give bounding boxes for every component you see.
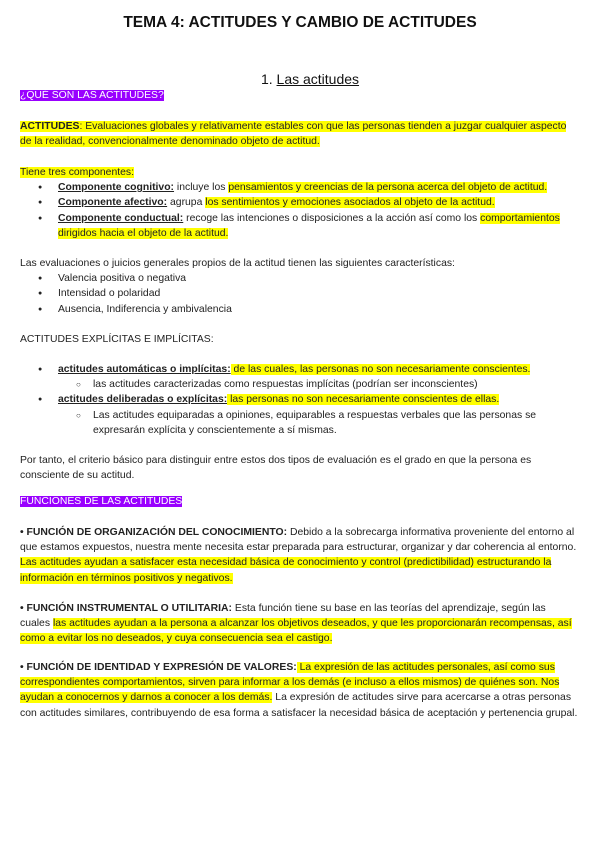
funcion-title: • FUNCIÓN DE ORGANIZACIÓN DEL CONOCIMIENTO: [20, 527, 288, 538]
funcion-title: • FUNCIÓN DE IDENTIDAD Y EXPRESIÓN DE VALORES: [20, 662, 297, 673]
funcion-instrumental [20, 601, 578, 647]
auto-sublist [20, 377, 578, 392]
funciones-heading: FUNCIONES DE LAS ACTITUDES [20, 496, 183, 507]
componentes-intro: Tiene tres componentes: [20, 167, 134, 178]
funcion-identidad [20, 660, 578, 721]
section-title: Las actitudes [276, 71, 360, 87]
funcion-text: La expresión de actitudes sirve para acercarse a otras personas con actitudes similares, contribuyendo de esa forma a satisfacer la necesidad básica de aceptación y pertenencia grupal. [20, 692, 578, 719]
list-item: ● Ausencia, Indiferencia y ambivalencia [20, 302, 578, 317]
component-term: Componente conductual: [58, 212, 184, 224]
funciones-heading-block [20, 494, 578, 509]
list-item: ● Valencia positiva o negativa [20, 271, 578, 286]
component-highlight: pensamientos y creencias de la persona acerca del objeto de actitud. [228, 182, 548, 194]
list-item: ○ las actitudes caracterizadas como respuestas implícitas (podrían ser inconscientes) [20, 377, 578, 392]
funcion-organizacion [20, 525, 578, 586]
que-son-heading: ¿QUÉ SON LAS ACTITUDES? [20, 90, 164, 101]
component-term: Componente cognitivo: [58, 182, 175, 194]
definition-text [20, 121, 566, 147]
component-text: agrupa [167, 197, 206, 209]
explicitas-list [20, 362, 578, 377]
explicitas-heading: ACTITUDES EXPLÍCITAS E IMPLÍCITAS: [20, 334, 214, 345]
list-item [20, 211, 578, 241]
caracteristicas-list [20, 271, 578, 317]
explicitas-block [20, 362, 578, 438]
caracteristicas-block [20, 256, 578, 317]
delib-sublist [20, 408, 578, 438]
componentes-list [20, 180, 578, 241]
funcion-title: • FUNCIÓN INSTRUMENTAL O UTILITARIA: [20, 603, 233, 614]
funcion-text: Debido a la sobrecarga informativa proveniente del entorno al que estamos expuestos, nuestra mente necesita estar preparada para estructurar, organizar y dar coherencia al entorno. [20, 527, 577, 554]
definition-paragraph [20, 119, 578, 149]
section-heading [0, 70, 600, 88]
list-item: ● Intensidad o polaridad [20, 286, 578, 301]
component-highlight: comportamientos dirigidos hacia el objeto de la actitud. [58, 212, 560, 239]
funcion-highlight: las actitudes ayudan a la persona a alcanzar los objetivos deseados, y que les proporcionarán recompensas, así como a evitar los no deseados, y cuya consecuencia sea el castigo. [20, 618, 572, 645]
auto-term: actitudes automáticas o implícitas: [58, 364, 231, 375]
list-item: ○ Las actitudes equiparadas a opiniones, equiparables a respuestas verbales que las personas se expresarán explícita y conscientemente a sí mismas. [20, 408, 578, 438]
componentes-block [20, 165, 578, 241]
component-highlight: los sentimientos y emociones asociados al objeto de la actitud. [205, 197, 495, 209]
component-text: recoge las intenciones o disposiciones a la acción así como los [183, 212, 481, 224]
definition-body: : Evaluaciones globales y relativamente estables con que las personas tienden a juzgar cualquier aspecto de la realidad, convencionalmente denominado objeto de actitud. [20, 121, 567, 148]
list-item [20, 180, 578, 195]
list-item [20, 195, 578, 210]
page-title: TEMA 4: ACTITUDES Y CAMBIO DE ACTITUDES [123, 14, 477, 31]
component-text: incluye los [174, 182, 229, 194]
que-son-heading-block [20, 88, 578, 103]
definition-term: ACTITUDES [20, 121, 80, 132]
explicitas-conclusion: Por tanto, el criterio básico para distinguir entre estos dos tipos de evaluación es el grado en que la persona es consciente de su actitud. [20, 455, 532, 482]
delib-highlight: las personas no son necesariamente conscientes de ellas. [227, 394, 500, 406]
explicitas-list-2 [20, 392, 578, 407]
list-item [20, 392, 578, 407]
delib-term: actitudes deliberadas o explícitas: [58, 394, 228, 406]
auto-highlight: de las cuales, las personas no son necesariamente conscientes. [230, 364, 531, 375]
funcion-highlight: La expresión de las actitudes personales, así como sus correspondientes comportamientos, sirven para informar a los demás (e incluso a ellos mismos) de quiénes son. Nos ayudan a conocernos y darnos a conocer a los demás. [20, 662, 560, 704]
section-number: 1. [260, 71, 273, 87]
funcion-text: Esta función tiene su base en las teorías del aprendizaje, según las cuales [20, 603, 546, 630]
component-term: Componente afectivo: [58, 197, 168, 209]
list-item [20, 362, 578, 377]
funcion-highlight: Las actitudes ayudan a satisfacer esta necesidad básica de conocimiento y control (predictibilidad) estructurando la información en términos positivos y negativos. [20, 557, 552, 584]
caracteristicas-intro: Las evaluaciones o juicios generales propios de la actitud tienen las siguientes características: [20, 258, 455, 269]
